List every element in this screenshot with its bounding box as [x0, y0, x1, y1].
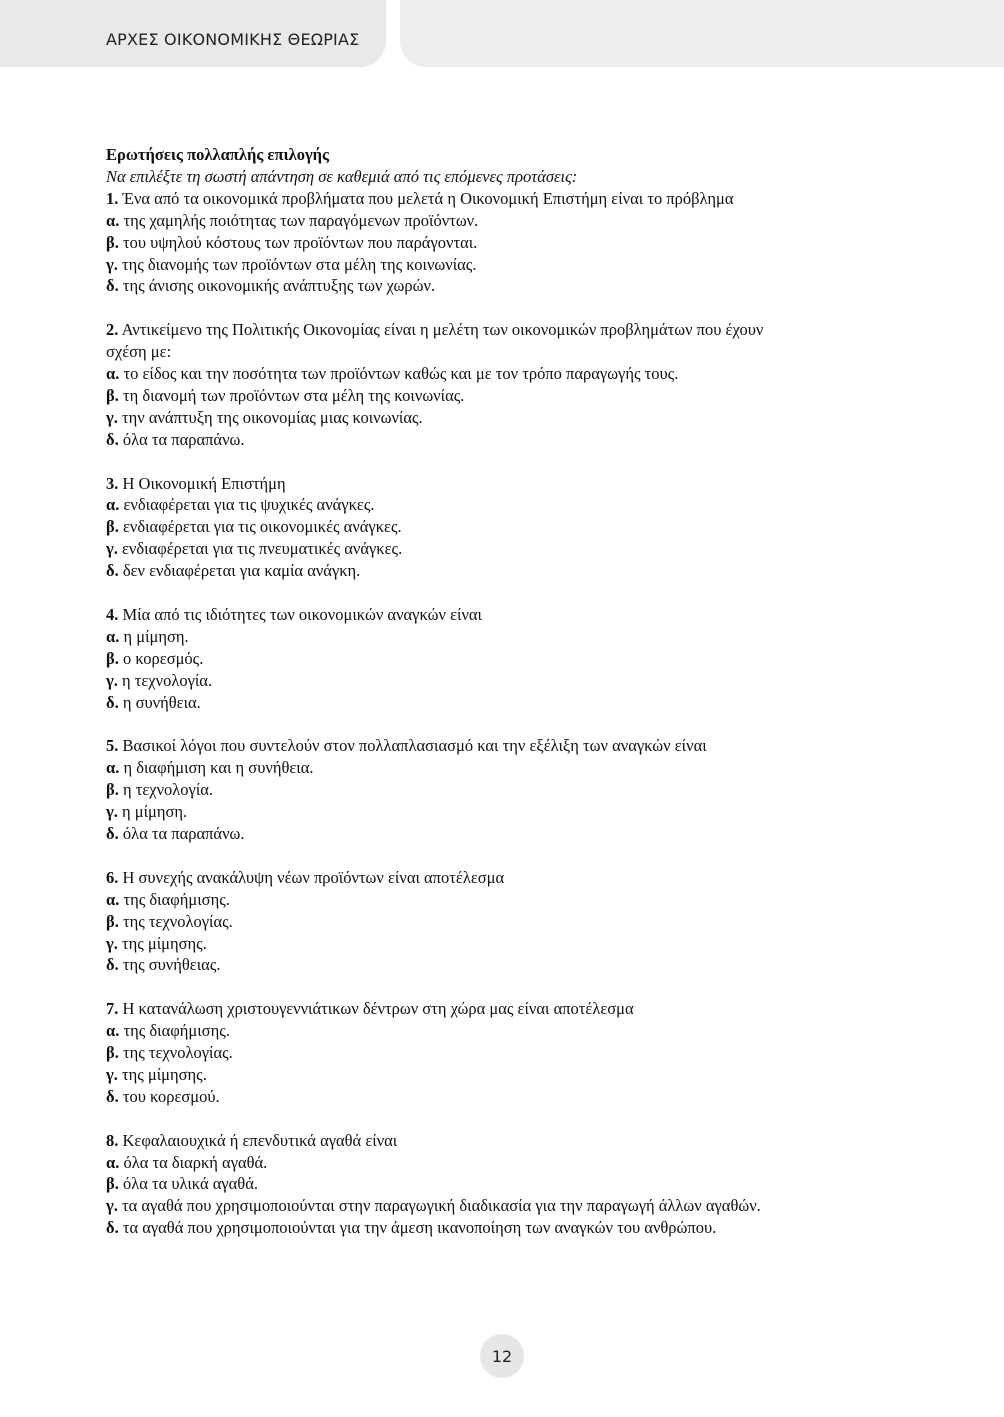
option-letter: α.: [106, 1021, 120, 1041]
question-number: 6.: [106, 867, 119, 887]
question-block: [106, 319, 906, 450]
answer-option: [106, 692, 906, 714]
answer-option: [106, 254, 906, 276]
option-text: του κορεσμού.: [122, 1086, 220, 1106]
header-band: [400, 0, 1004, 67]
option-text: της χαμηλής ποιότητας των παραγόμενων προϊόντων.: [123, 210, 479, 230]
question-number: 1.: [106, 188, 119, 208]
question-block: [106, 604, 906, 714]
option-letter: β.: [106, 1174, 119, 1194]
question-text: [106, 1130, 906, 1152]
answer-option: [106, 1086, 906, 1108]
option-text: όλα τα υλικά αγαθά.: [122, 1174, 258, 1194]
question-block: [106, 188, 906, 298]
option-text: την ανάπτυξη της οικονομίας μιας κοινωνίας.: [121, 407, 423, 427]
header-title: ΑΡΧΕΣ ΟΙΚΟΝΟΜΙΚΗΣ ΘΕΩΡΙΑΣ: [106, 30, 360, 49]
answer-option: [106, 275, 906, 297]
answer-option: [106, 779, 906, 801]
option-letter: β.: [106, 232, 119, 252]
question-block: [106, 1130, 906, 1240]
question-number: 3.: [106, 473, 119, 493]
option-text: τα αγαθά που χρησιμοποιούνται για την άμεση ικανοποίηση των αναγκών του ανθρώπου.: [122, 1218, 717, 1238]
question-text-line: Μία από τις ιδιότητες των οικονομικών αναγκών είναι: [122, 604, 482, 624]
question-text-line: σχέση με:: [106, 342, 172, 362]
answer-option: [106, 1173, 906, 1195]
answer-option: [106, 626, 906, 648]
option-text: ενδιαφέρεται για τις ψυχικές ανάγκες.: [123, 495, 375, 515]
option-letter: β.: [106, 911, 119, 931]
option-text: δεν ενδιαφέρεται για καμία ανάγκη.: [122, 561, 361, 581]
page-content: [106, 144, 906, 1261]
option-letter: γ.: [106, 933, 118, 953]
header-tab: [0, 0, 386, 67]
question-block: [106, 473, 906, 583]
option-text: της συνήθειας.: [122, 955, 221, 975]
question-text: [106, 473, 906, 495]
option-letter: γ.: [106, 802, 118, 822]
question-text: [106, 867, 906, 889]
option-letter: α.: [106, 495, 120, 515]
option-letter: β.: [106, 648, 119, 668]
answer-option: [106, 429, 906, 451]
option-text: η μίμηση.: [121, 802, 188, 822]
question-text-line: Αντικείμενο της Πολιτικής Οικονομίας είναι η μελέτη των οικονομικών προβλημάτων που έχουν: [121, 320, 764, 340]
question-block: [106, 867, 906, 977]
option-text: της μίμησης.: [121, 1064, 207, 1084]
answer-option: [106, 757, 906, 779]
question-number: 5.: [106, 736, 119, 756]
answer-option: [106, 232, 906, 254]
option-text: όλα τα παραπάνω.: [122, 824, 245, 844]
option-letter: δ.: [106, 429, 119, 449]
question-number: 2.: [106, 320, 119, 340]
answer-option: [106, 1195, 906, 1217]
option-letter: α.: [106, 758, 120, 778]
answer-option: [106, 823, 906, 845]
question-text-line: Κεφαλαιουχικά ή επενδυτικά αγαθά είναι: [122, 1130, 398, 1150]
option-letter: β.: [106, 780, 119, 800]
answer-option: [106, 1042, 906, 1064]
option-letter: β.: [106, 517, 119, 537]
option-letter: δ.: [106, 1086, 119, 1106]
option-text: ο κορεσμός.: [122, 648, 204, 668]
option-letter: δ.: [106, 561, 119, 581]
question-number: 8.: [106, 1130, 119, 1150]
option-text: η τεχνολογία.: [121, 670, 213, 690]
answer-option: [106, 210, 906, 232]
question-text-line: Ένα από τα οικονομικά προβλήματα που μελετά η Οικονομική Επιστήμη είναι το πρόβλημα: [122, 188, 734, 208]
option-letter: δ.: [106, 692, 119, 712]
answer-option: [106, 560, 906, 582]
question-text-line: Βασικοί λόγοι που συντελούν στον πολλαπλασιασμό και την εξέλιξη των αναγκών είναι: [122, 736, 707, 756]
answer-option: [106, 407, 906, 429]
question-block: [106, 998, 906, 1108]
option-text: της διανομής των προϊόντων στα μέλη της κοινωνίας.: [121, 254, 477, 274]
answer-option: [106, 911, 906, 933]
option-letter: δ.: [106, 276, 119, 296]
option-text: της τεχνολογίας.: [122, 911, 233, 931]
answer-option: [106, 538, 906, 560]
option-letter: δ.: [106, 955, 119, 975]
option-text: η συνήθεια.: [122, 692, 201, 712]
question-number: 7.: [106, 999, 119, 1019]
option-letter: α.: [106, 210, 120, 230]
option-text: της διαφήμισης.: [123, 889, 230, 909]
option-text: τη διανομή των προϊόντων στα μέλη της κοινωνίας.: [122, 385, 465, 405]
option-text: της διαφήμισης.: [123, 1021, 230, 1041]
answer-option: [106, 801, 906, 823]
answer-option: [106, 494, 906, 516]
option-letter: α.: [106, 1152, 120, 1172]
option-text: τα αγαθά που χρησιμοποιούνται στην παραγωγική διαδικασία για την παραγωγή άλλων αγαθών.: [121, 1196, 761, 1216]
question-text: [106, 735, 906, 757]
question-text-line: Η συνεχής ανακάλυψη νέων προϊόντων είναι αποτέλεσμα: [122, 867, 505, 887]
question-text: [106, 998, 906, 1020]
option-text: ενδιαφέρεται για τις πνευματικές ανάγκες.: [121, 539, 403, 559]
page-number: 12: [480, 1334, 524, 1378]
answer-option: [106, 889, 906, 911]
answer-option: [106, 1152, 906, 1174]
question-text-line: Η κατανάλωση χριστουγεννιάτικων δέντρων στη χώρα μας είναι αποτέλεσμα: [122, 999, 634, 1019]
option-letter: β.: [106, 385, 119, 405]
question-text: [106, 604, 906, 626]
option-letter: γ.: [106, 1196, 118, 1216]
option-letter: δ.: [106, 1218, 119, 1238]
answer-option: [106, 1217, 906, 1239]
option-text: όλα τα παραπάνω.: [122, 429, 245, 449]
option-letter: α.: [106, 889, 120, 909]
option-text: η διαφήμιση και η συνήθεια.: [123, 758, 314, 778]
option-letter: γ.: [106, 539, 118, 559]
question-text: [106, 341, 906, 363]
option-text: η τεχνολογία.: [122, 780, 214, 800]
answer-option: [106, 363, 906, 385]
answer-option: [106, 933, 906, 955]
option-text: της άνισης οικονομικής ανάπτυξης των χωρών.: [122, 276, 436, 296]
questions-list: [106, 188, 906, 1239]
option-letter: γ.: [106, 254, 118, 274]
option-text: το είδος και την ποσότητα των προϊόντων καθώς και με τον τρόπο παραγωγής τους.: [123, 364, 679, 384]
section-title: Ερωτήσεις πολλαπλής επιλογής: [106, 145, 330, 164]
answer-option: [106, 385, 906, 407]
option-text: της μίμησης.: [121, 933, 207, 953]
option-text: της τεχνολογίας.: [122, 1043, 233, 1063]
option-text: η μίμηση.: [123, 626, 189, 646]
option-text: του υψηλού κόστους των προϊόντων που παράγονται.: [122, 232, 478, 252]
option-letter: δ.: [106, 824, 119, 844]
question-number: 4.: [106, 604, 119, 624]
answer-option: [106, 670, 906, 692]
answer-option: [106, 648, 906, 670]
question-text: [106, 319, 906, 341]
answer-option: [106, 1064, 906, 1086]
option-letter: α.: [106, 626, 120, 646]
option-letter: γ.: [106, 407, 118, 427]
option-text: ενδιαφέρεται για τις οικονομικές ανάγκες.: [122, 517, 402, 537]
section-instruction: Να επιλέξτε τη σωστή απάντηση σε καθεμιά από τις επόμενες προτάσεις:: [106, 166, 578, 186]
question-text: [106, 188, 906, 210]
question-text-line: Η Οικονομική Επιστήμη: [122, 473, 286, 493]
answer-option: [106, 1020, 906, 1042]
answer-option: [106, 516, 906, 538]
option-letter: β.: [106, 1043, 119, 1063]
option-letter: α.: [106, 364, 120, 384]
option-letter: γ.: [106, 670, 118, 690]
option-letter: γ.: [106, 1064, 118, 1084]
question-block: [106, 735, 906, 845]
answer-option: [106, 954, 906, 976]
option-text: όλα τα διαρκή αγαθά.: [123, 1152, 268, 1172]
